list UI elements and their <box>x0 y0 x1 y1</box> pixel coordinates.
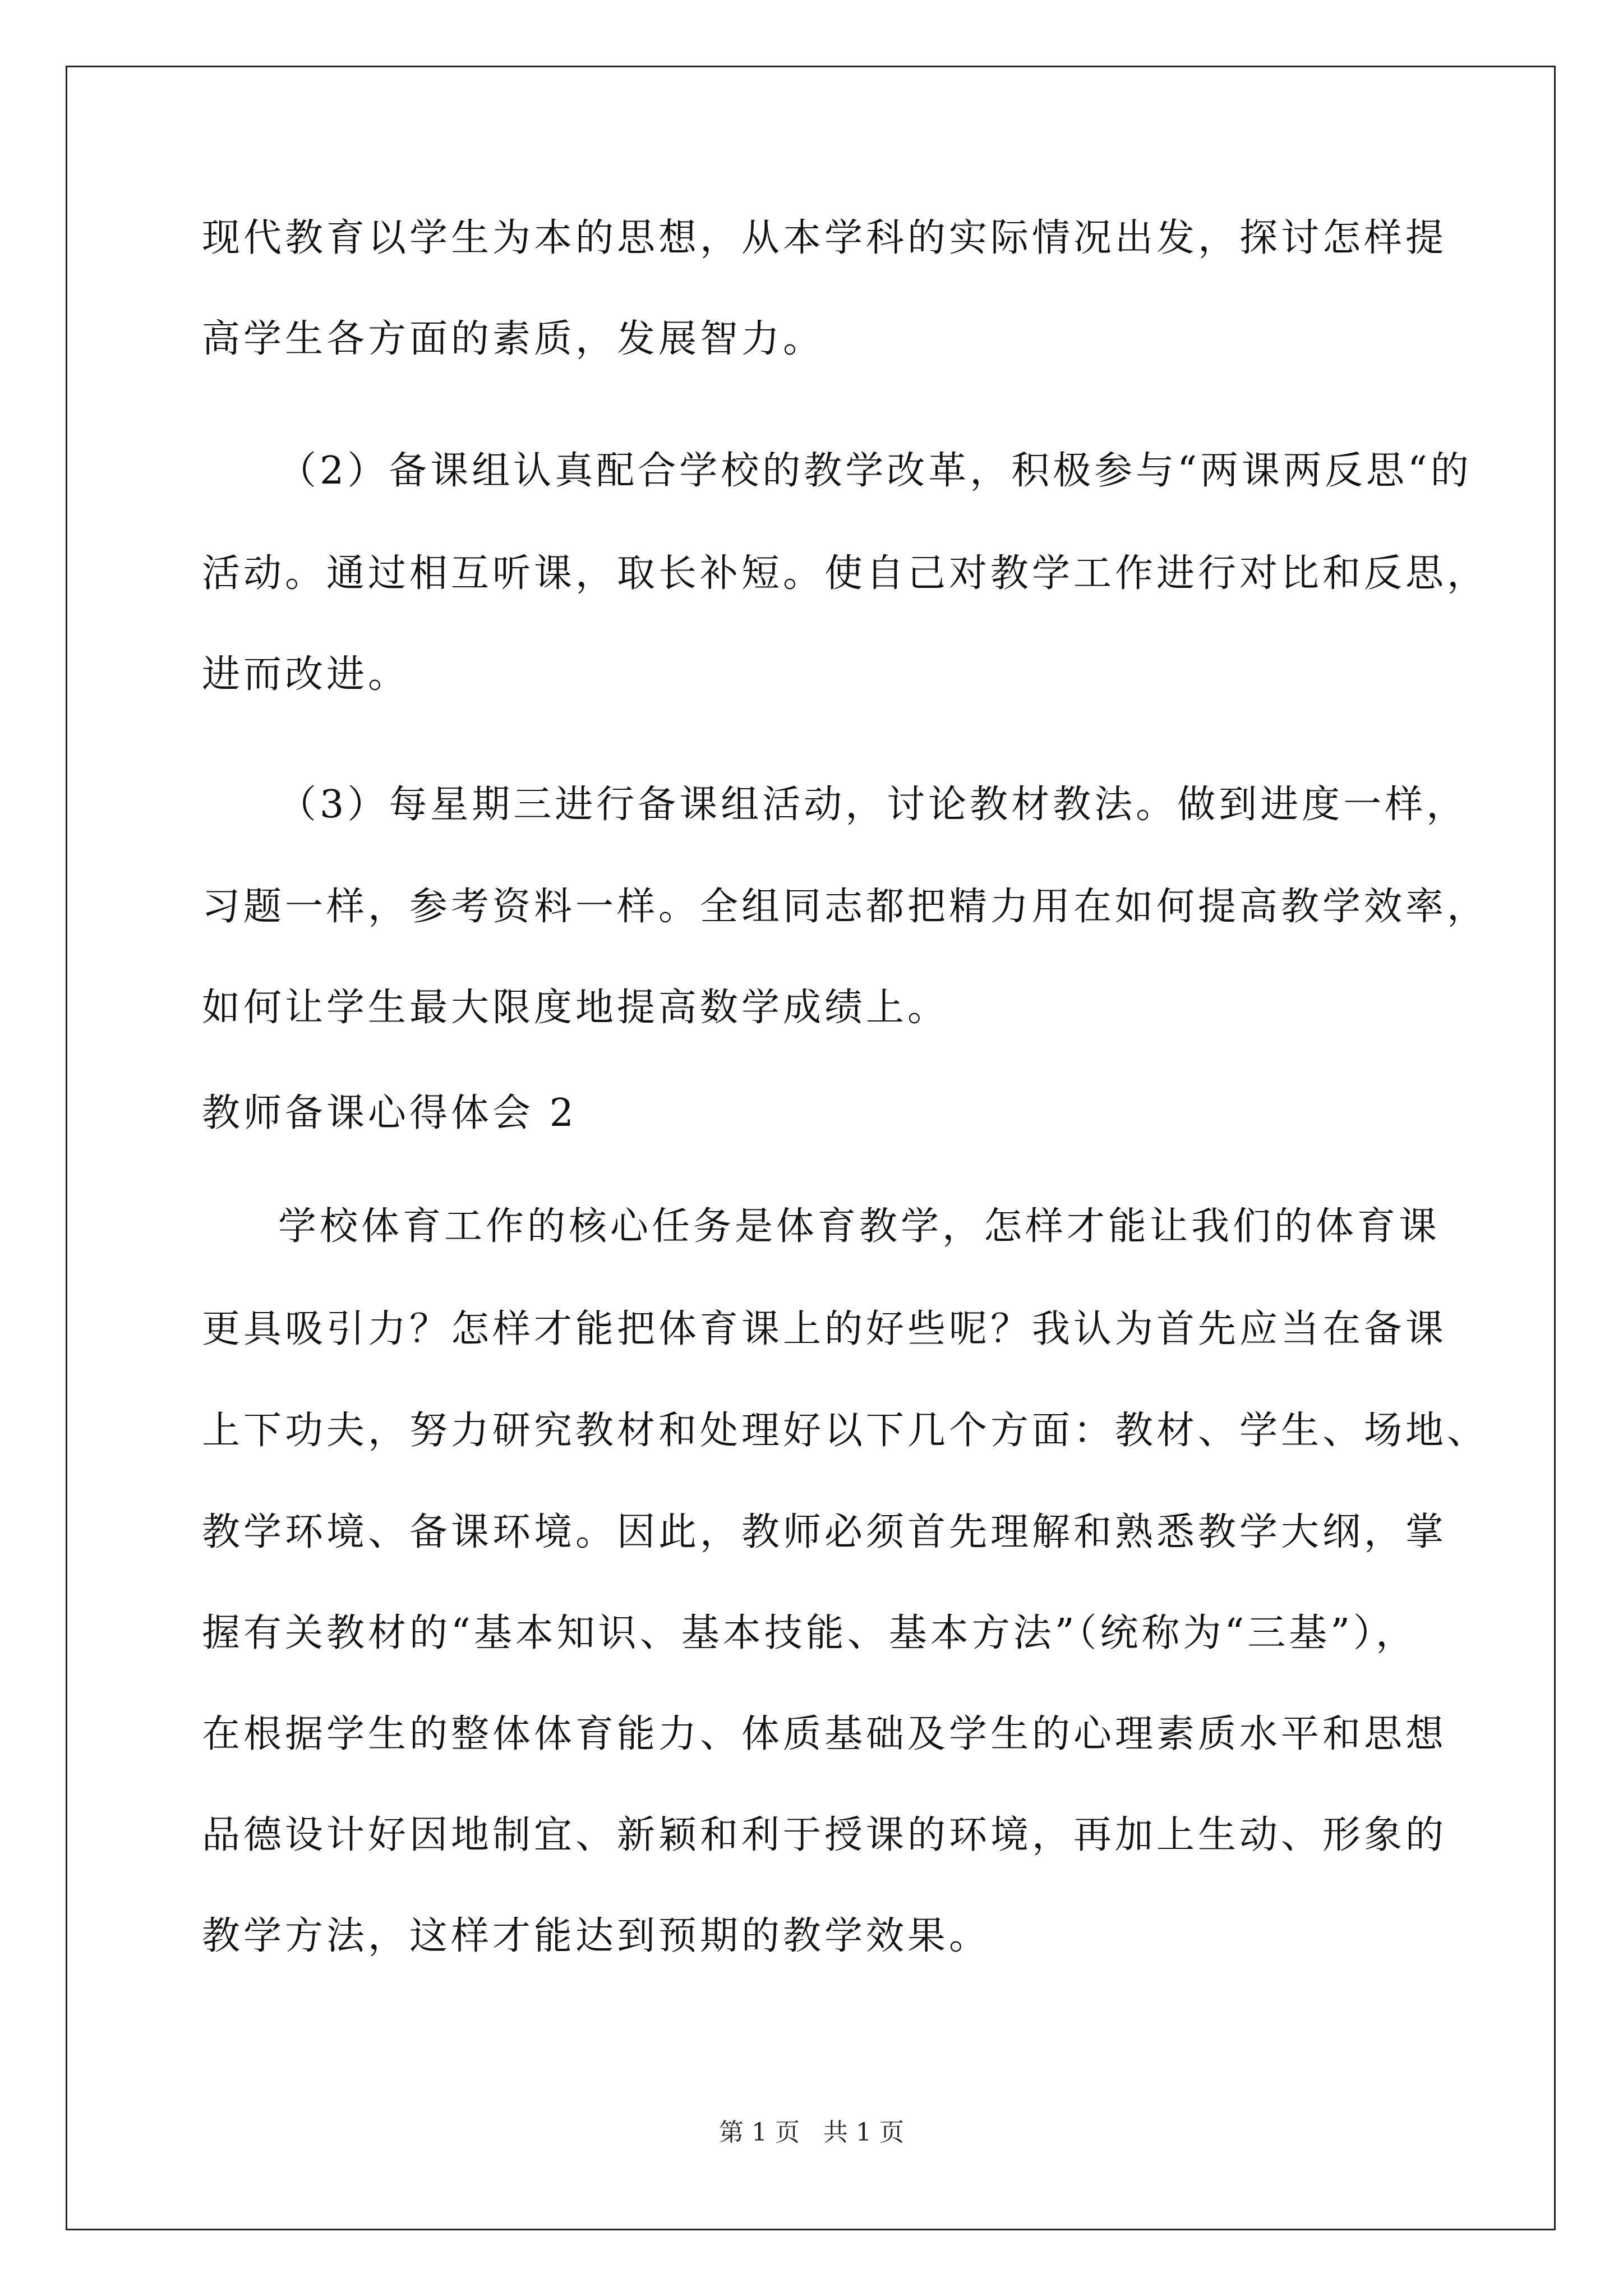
text-line: 高学生各方面的素质，发展智力。 <box>202 317 825 361</box>
text-line: （3）每星期三进行备课组活动，讨论教材教法。做到进度一样， <box>278 783 1468 827</box>
text-line: 现代教育以学生为本的思想，从本学科的实际情况出发，探讨怎样提 <box>202 216 1447 260</box>
text-line: 教学方法，这样才能达到预期的教学效果。 <box>202 1914 991 1958</box>
page-border <box>66 66 1556 2230</box>
page-footer: 第 1 页 共 1 页 <box>719 2118 904 2147</box>
text-line: 进而改进。 <box>202 652 410 697</box>
text-line: 习题一样，参考资料一样。全组同志都把精力用在如何提高教学效率， <box>202 885 1489 929</box>
text-line: 教学环境、备课环境。因此，教师必须首先理解和熟悉教学大纲，掌 <box>202 1510 1447 1554</box>
text-line: 学校体育工作的核心任务是体育教学，怎样才能让我们的体育课 <box>278 1204 1441 1249</box>
text-line: 在根据学生的整体体育能力、体质基础及学生的心理素质水平和思想 <box>202 1712 1447 1756</box>
text-line: 上下功夫，努力研究教材和处理好以下几个方面：教材、学生、场地、 <box>202 1409 1489 1453</box>
text-line: 品德设计好因地制宜、新颖和利于授课的环境，再加上生动、形象的 <box>202 1813 1447 1857</box>
text-line: （2）备课组认真配合学校的教学改革，积极参与“两课两反思“的 <box>278 449 1472 493</box>
text-line: 如何让学生最大限度地提高数学成绩上。 <box>202 986 949 1030</box>
section-heading: 教师备课心得体会 2 <box>202 1091 577 1135</box>
text-line: 更具吸引力？怎样才能把体育课上的好些呢？我认为首先应当在备课 <box>202 1307 1447 1351</box>
text-line: 活动。通过相互听课，取长补短。使自己对教学工作进行对比和反思， <box>202 551 1489 596</box>
text-line: 握有关教材的“基本知识、基本技能、基本方法”（统称为“三基”）， <box>202 1611 1418 1655</box>
